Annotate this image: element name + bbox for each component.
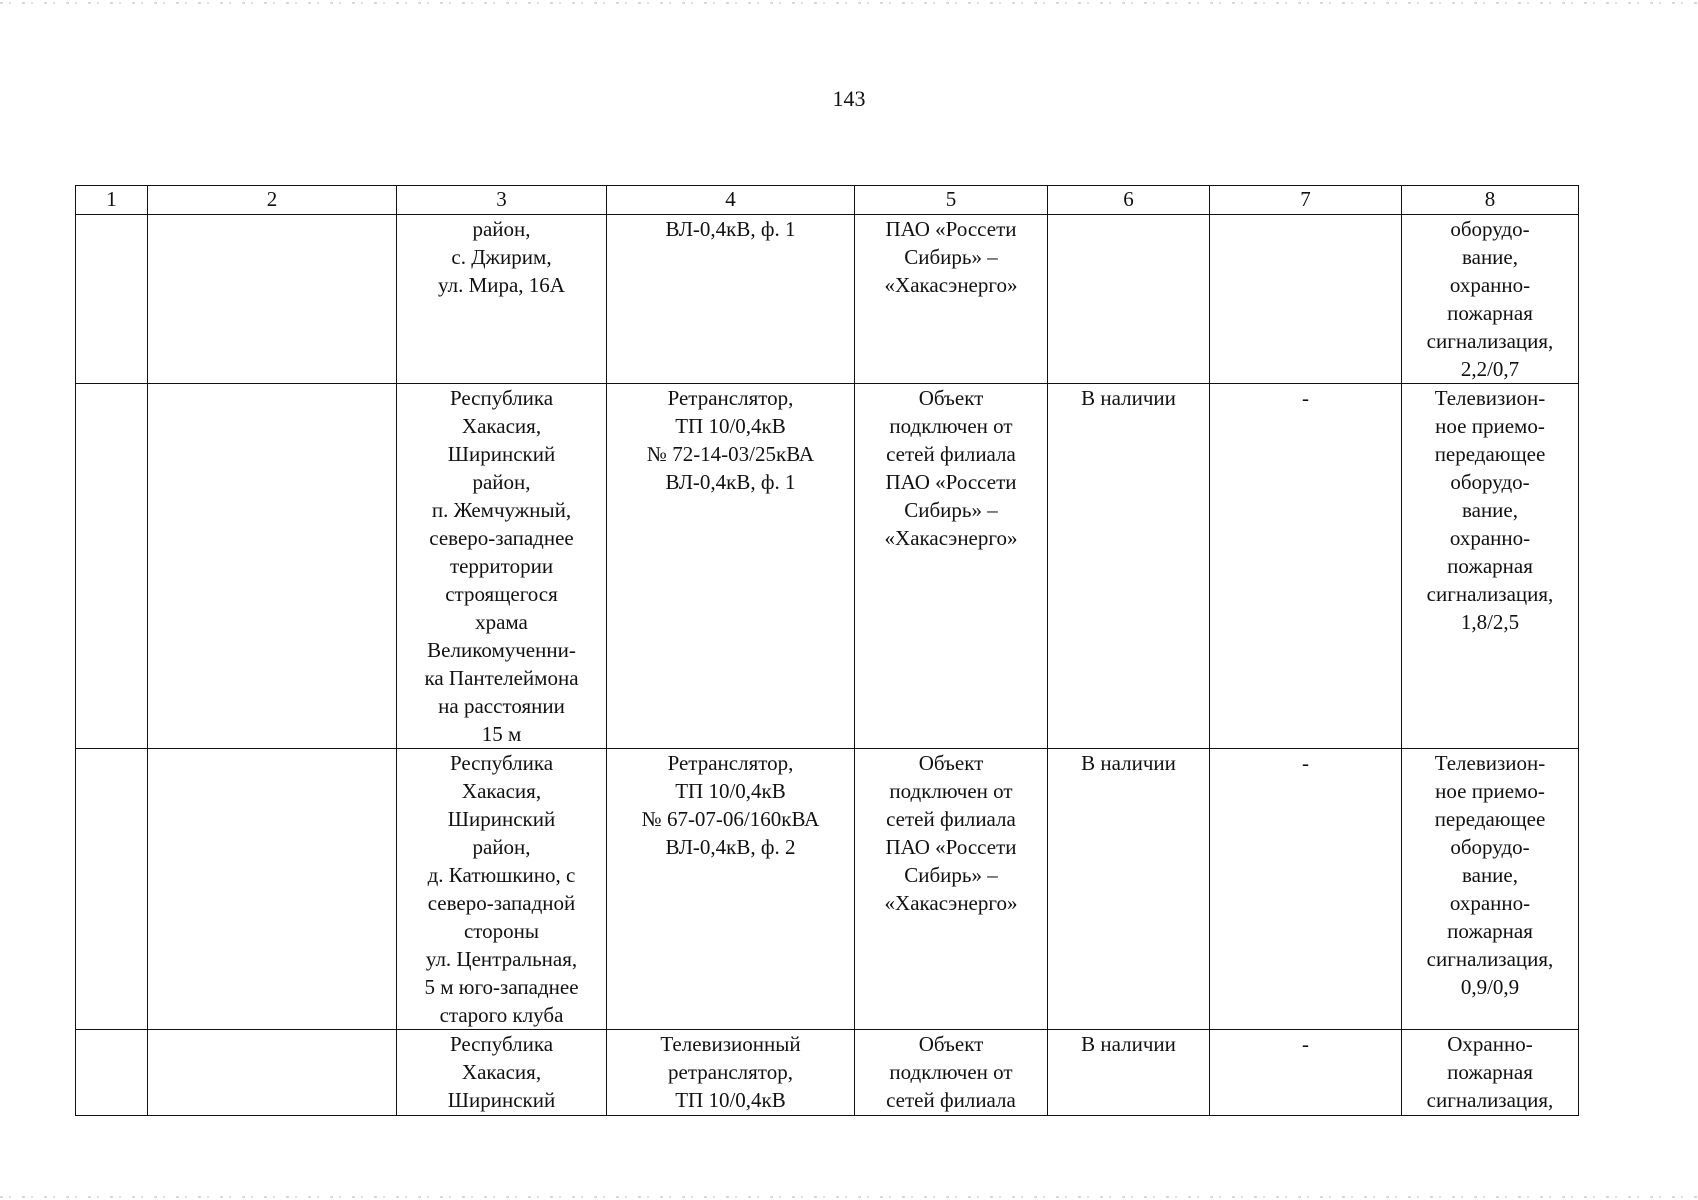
page-number: 143	[832, 86, 866, 111]
cell-description: Телевизион- ное приемо- передающее оборудо- вание, охранно- пожарная сигнализация, 0,9/0,9	[1402, 749, 1579, 1030]
cell-power-source: Объект подключен от сетей филиала	[855, 1030, 1048, 1116]
cell-description: оборудо- вание, охранно- пожарная сигнализация, 2,2/0,7	[1402, 215, 1579, 384]
cell-col-2	[148, 384, 397, 749]
cell-power-source: ПАО «Россети Сибирь» – «Хакасэнерго»	[855, 215, 1048, 384]
column-number-8: 8	[1402, 186, 1579, 215]
cell-power-source: Объект подключен от сетей филиала ПАО «Россети Сибирь» – «Хакасэнерго»	[855, 384, 1048, 749]
header-row	[76, 186, 1579, 215]
cell-address: Республика Хакасия, Ширинский	[397, 1030, 607, 1116]
scan-edge-bottom	[0, 1196, 1698, 1198]
cell-col-2	[148, 1030, 397, 1116]
column-number-5: 5	[855, 186, 1048, 215]
column-number-3: 3	[397, 186, 607, 215]
cell-col-1	[76, 1030, 148, 1116]
column-number-1: 1	[76, 186, 148, 215]
cell-description: Телевизион- ное приемо- передающее оборудо- вание, охранно- пожарная сигнализация, 1,8/2,5	[1402, 384, 1579, 749]
table-row	[76, 215, 1579, 384]
cell-col-7	[1210, 215, 1402, 384]
table-row	[76, 749, 1579, 1030]
column-number-header	[76, 186, 1579, 215]
table-row	[76, 1030, 1579, 1116]
scan-edge-top	[0, 2, 1698, 4]
cell-address: Республика Хакасия, Ширинский район, п. Жемчужный, северо-западнее территории строящегося храма Великомученни- ка Пантелеймона на расстоянии 15 м	[397, 384, 607, 749]
cell-availability: В наличии	[1048, 749, 1210, 1030]
cell-col-7: -	[1210, 749, 1402, 1030]
column-number-6: 6	[1048, 186, 1210, 215]
cell-equipment: Ретранслятор, ТП 10/0,4кВ № 67-07-06/160кВА ВЛ-0,4кВ, ф. 2	[607, 749, 855, 1030]
cell-address: район, с. Джирим, ул. Мира, 16А	[397, 215, 607, 384]
cell-col-2	[148, 749, 397, 1030]
cell-address: Республика Хакасия, Ширинский район, д. Катюшкино, с северо-западной стороны ул. Центральная, 5 м юго-западнее старого клуба	[397, 749, 607, 1030]
cell-description: Охранно- пожарная сигнализация,	[1402, 1030, 1579, 1116]
cell-power-source: Объект подключен от сетей филиала ПАО «Россети Сибирь» – «Хакасэнерго»	[855, 749, 1048, 1030]
column-number-2: 2	[148, 186, 397, 215]
cell-availability: В наличии	[1048, 384, 1210, 749]
cell-col-1	[76, 215, 148, 384]
cell-equipment: Ретранслятор, ТП 10/0,4кВ № 72-14-03/25кВА ВЛ-0,4кВ, ф. 1	[607, 384, 855, 749]
cell-col-7: -	[1210, 384, 1402, 749]
register-table	[75, 185, 1579, 1116]
cell-equipment: Телевизионный ретранслятор, ТП 10/0,4кВ	[607, 1030, 855, 1116]
cell-col-1	[76, 384, 148, 749]
column-number-7: 7	[1210, 186, 1402, 215]
table-row	[76, 384, 1579, 749]
cell-col-2	[148, 215, 397, 384]
cell-availability: В наличии	[1048, 1030, 1210, 1116]
cell-equipment: ВЛ-0,4кВ, ф. 1	[607, 215, 855, 384]
cell-col-7: -	[1210, 1030, 1402, 1116]
column-number-4: 4	[607, 186, 855, 215]
cell-availability	[1048, 215, 1210, 384]
cell-col-1	[76, 749, 148, 1030]
